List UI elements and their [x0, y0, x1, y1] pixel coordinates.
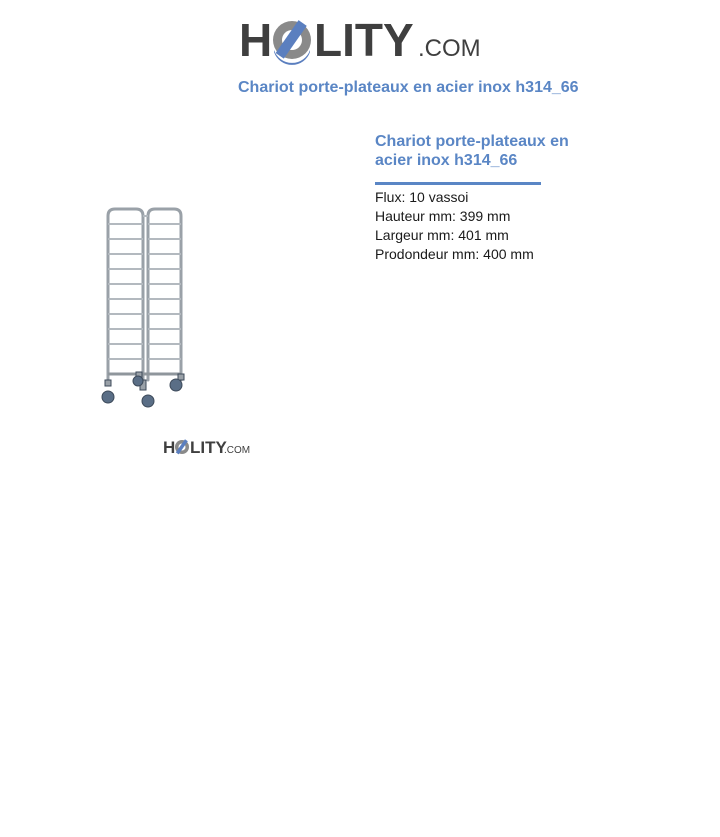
svg-text:LITY: LITY [314, 14, 414, 66]
svg-text:H: H [163, 438, 176, 457]
svg-text:H: H [239, 14, 273, 66]
spec-width: Largeur mm: 401 mm [375, 227, 509, 243]
logo-o-icon [175, 439, 189, 454]
svg-text:LITY: LITY [190, 438, 227, 457]
spec-height: Hauteur mm: 399 mm [375, 208, 511, 224]
svg-text:.COM: .COM [224, 445, 251, 456]
spec-depth: Prodondeur mm: 400 mm [375, 246, 534, 262]
logo-o-icon [273, 20, 311, 65]
spec-flux: Flux: 10 vassoi [375, 189, 469, 205]
holity-logo [238, 12, 488, 68]
svg-text:.COM: .COM [418, 35, 481, 62]
product-title: Chariot porte-plateaux en acier inox h314_66 [375, 133, 569, 169]
title-divider [375, 182, 541, 185]
tray-trolley-image [96, 204, 192, 414]
page-title: Chariot porte-plateaux en acier inox h314_66 [238, 79, 579, 96]
product-details [375, 132, 585, 264]
holity-logo-small [162, 436, 252, 458]
